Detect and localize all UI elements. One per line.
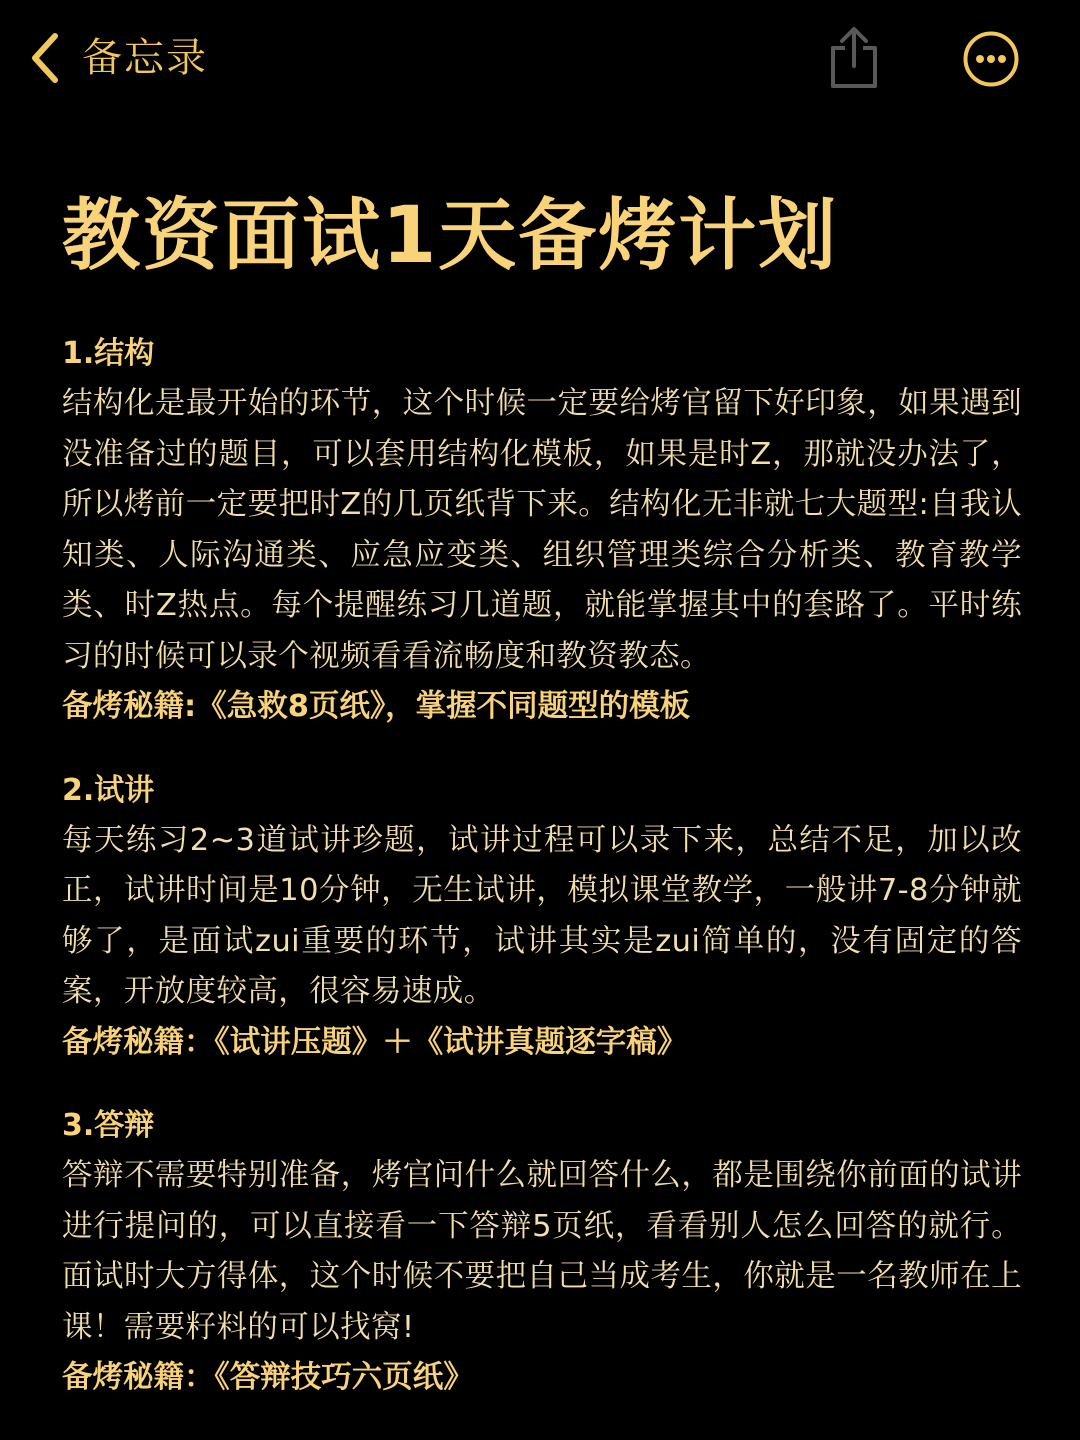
section-heading: 2.试讲 xyxy=(62,772,155,808)
section-body: 结构化是最开始的环节，这个时候一定要给烤官留下好印象，如果遇到没准备过的题目，可以套用结构化模板，如果是时Z，那就没办法了，所以烤前一定要把时Z的几页纸背下来。结构化无非就七大题型:自我认知类、人际沟通类、应急应变类、组织管理类综合分析类、教育教学类、时Z热点。每个提醒练习几道题，就能掌握其中的套路了。平时练习的时候可以录个视频看看流畅度和教资教态。 xyxy=(62,386,1022,674)
note-title: 教资面试1天备烤计划 xyxy=(62,191,839,281)
share-icon xyxy=(826,75,882,94)
note-section-lecture xyxy=(62,771,1022,1069)
section-tip: 备烤秘籍:《急救8页纸》，掌握不同题型的模板 xyxy=(62,689,691,724)
section-tip: 备烤秘籍：《答辩技巧六页纸》 xyxy=(62,1360,474,1395)
section-body: 答辩不需要特别准备，烤官问什么就回答什么，都是围绕你前面的试讲进行提问的，可以直接看一下答辩5页纸，看看别人怎么回答的就行。面试时大方得体，这个时候不要把自己当成考生，你就是一名教师在上课！需要籽料的可以找窝! xyxy=(62,1158,1022,1345)
more-icon xyxy=(962,73,1020,92)
note-section-structured xyxy=(62,334,1022,733)
section-heading: 1.结构 xyxy=(62,336,155,371)
share-button[interactable] xyxy=(826,24,882,90)
section-body: 每天练习2~3道试讲珍题，试讲过程可以录下来，总结不足，加以改正，试讲时间是10分钟，无生试讲，模拟课堂教学，一般讲7-8分钟就够了，是面试zui重要的环节，试讲其实是zui简单的，没有固定的答案，开放度较高，很容易速成。 xyxy=(62,822,1022,1009)
back-label: 备忘录 xyxy=(82,35,208,81)
chevron-left-icon xyxy=(28,32,60,84)
back-button[interactable] xyxy=(28,26,208,90)
note-body[interactable] xyxy=(62,334,1022,1404)
section-heading: 3.答辩 xyxy=(62,1108,155,1143)
note-section-defense xyxy=(62,1106,1022,1404)
navigation-bar xyxy=(0,0,1080,120)
more-button[interactable] xyxy=(962,30,1020,88)
section-tip: 备烤秘籍：《试讲压题》＋《试讲真题逐字稿》 xyxy=(62,1024,688,1060)
